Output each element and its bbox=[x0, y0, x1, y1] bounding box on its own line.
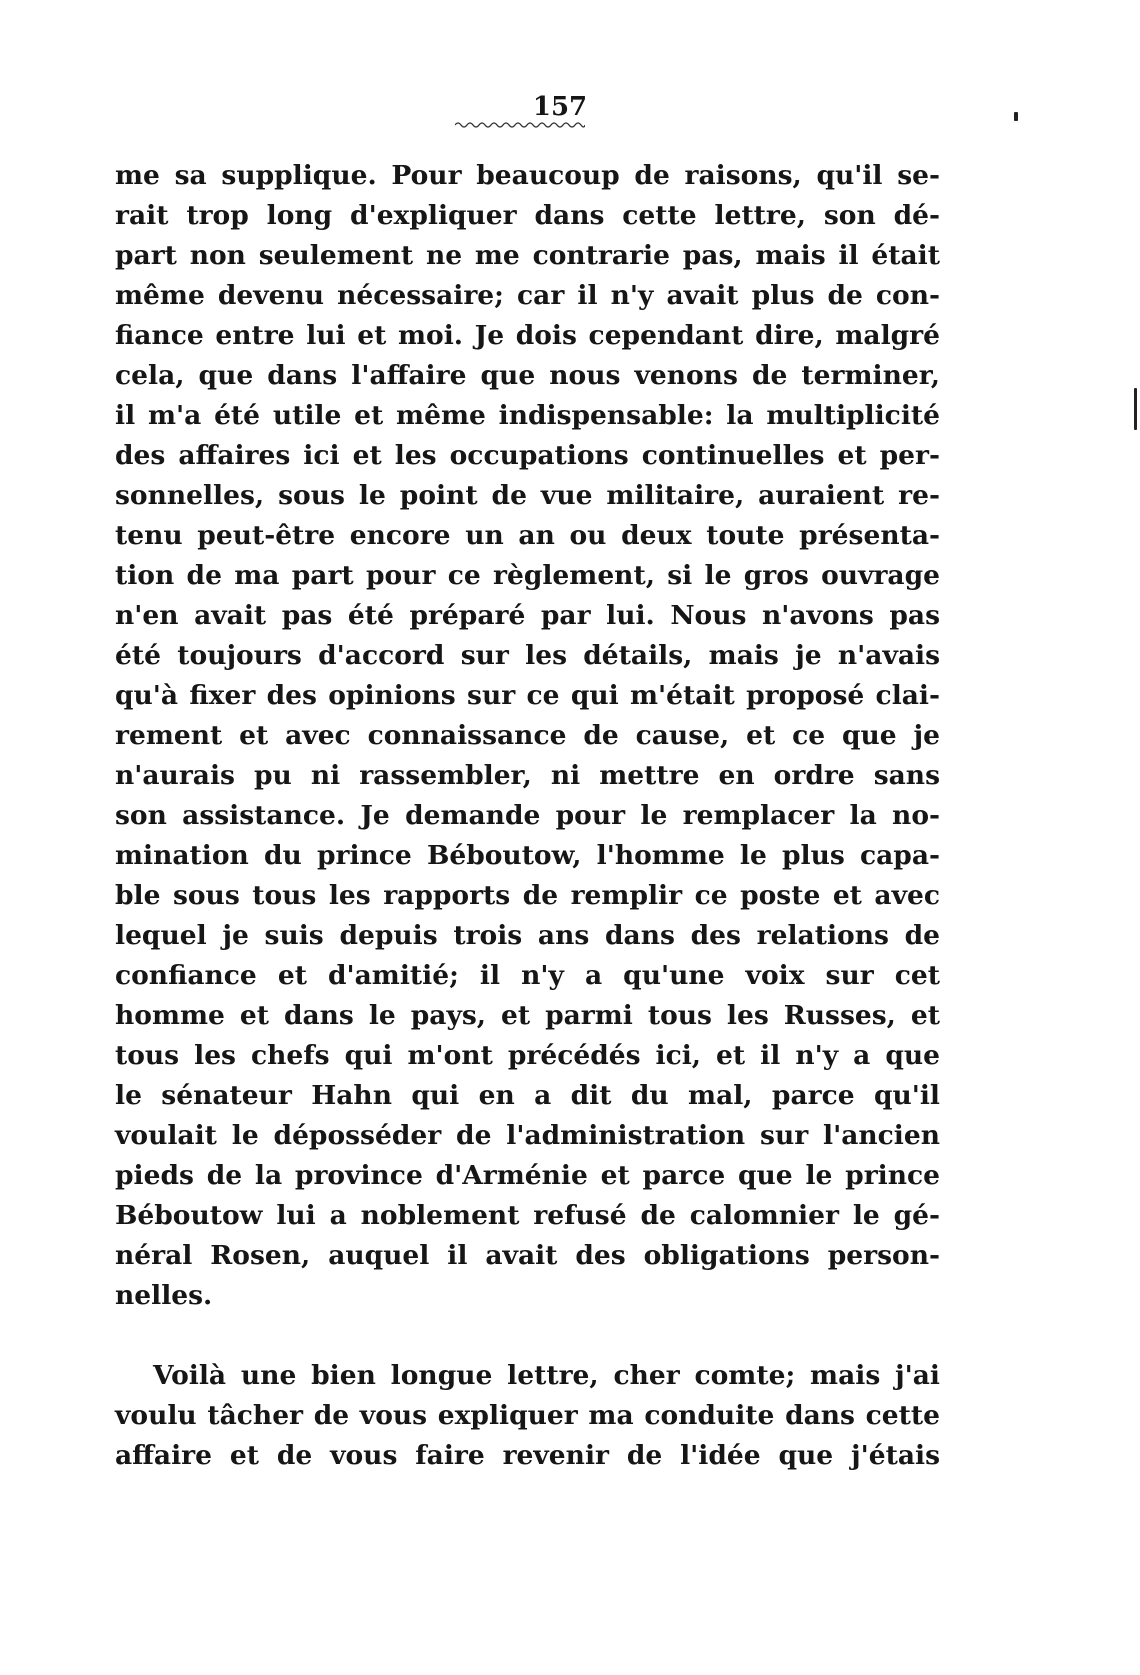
text-line: lequel je suis depuis trois ans dans des relations de bbox=[115, 920, 940, 951]
text-line: confiance et d'amitié; il n'y a qu'une voix sur cet bbox=[115, 960, 940, 991]
text-line: tion de ma part pour ce règlement, si le gros ouvrage bbox=[115, 560, 940, 591]
paragraph-2 bbox=[115, 1356, 940, 1476]
text-line: homme et dans le pays, et parmi tous les Russes, et bbox=[115, 1000, 940, 1031]
text-line: tenu peut-être encore un an ou deux toute présenta- bbox=[115, 520, 940, 551]
text-line: sonnelles, sous le point de vue militaire, auraient re- bbox=[115, 480, 940, 511]
text-line: même devenu nécessaire; car il n'y avait plus de con- bbox=[115, 280, 940, 311]
text-line: rement et avec connaissance de cause, et ce que je bbox=[115, 720, 940, 751]
text-line: n'en avait pas été préparé par lui. Nous n'avons pas bbox=[115, 600, 940, 631]
text-line: ble sous tous les rapports de remplir ce poste et avec bbox=[115, 880, 940, 911]
text-line: été toujours d'accord sur les détails, mais je n'avais bbox=[115, 640, 940, 671]
text-line: me sa supplique. Pour beaucoup de raisons, qu'il se- bbox=[115, 160, 940, 191]
text-line: le sénateur Hahn qui en a dit du mal, parce qu'il bbox=[115, 1080, 940, 1111]
text-line: il m'a été utile et même indispensable: la multiplicité bbox=[115, 400, 940, 431]
margin-speck bbox=[1134, 388, 1137, 430]
text-line: son assistance. Je demande pour le remplacer la no- bbox=[115, 800, 940, 831]
wavy-rule-ornament bbox=[455, 120, 585, 128]
text-line: tous les chefs qui m'ont précédés ici, et il n'y a que bbox=[115, 1040, 940, 1071]
text-line: pieds de la province d'Arménie et parce que le prince bbox=[115, 1160, 940, 1191]
text-line: part non seulement ne me contrarie pas, mais il était bbox=[115, 240, 940, 271]
text-line: cela, que dans l'affaire que nous venons de terminer, bbox=[115, 360, 940, 391]
margin-speck bbox=[1014, 112, 1018, 121]
text-line: mination du prince Béboutow, l'homme le plus capa- bbox=[115, 840, 940, 871]
text-line: affaire et de vous faire revenir de l'idée que j'étais bbox=[115, 1440, 940, 1471]
paragraph-1 bbox=[115, 156, 940, 1316]
text-line: nelles. bbox=[115, 1280, 213, 1311]
text-line: Voilà une bien longue lettre, cher comte; mais j'ai bbox=[153, 1360, 940, 1391]
text-line: Béboutow lui a noblement refusé de calomnier le gé- bbox=[115, 1200, 940, 1231]
text-line: fiance entre lui et moi. Je dois cependant dire, malgré bbox=[115, 320, 940, 351]
text-line: n'aurais pu ni rassembler, ni mettre en ordre sans bbox=[115, 760, 940, 791]
text-line: qu'à fixer des opinions sur ce qui m'était proposé clai- bbox=[115, 680, 940, 711]
text-line: rait trop long d'expliquer dans cette lettre, son dé- bbox=[115, 200, 940, 231]
text-line: des affaires ici et les occupations continuelles et per- bbox=[115, 440, 940, 471]
page-number: 157 bbox=[532, 92, 588, 122]
text-line: voulu tâcher de vous expliquer ma conduite dans cette bbox=[115, 1400, 940, 1431]
text-line: voulait le déposséder de l'administration sur l'ancien bbox=[115, 1120, 940, 1151]
text-line: néral Rosen, auquel il avait des obligations person- bbox=[115, 1240, 940, 1271]
